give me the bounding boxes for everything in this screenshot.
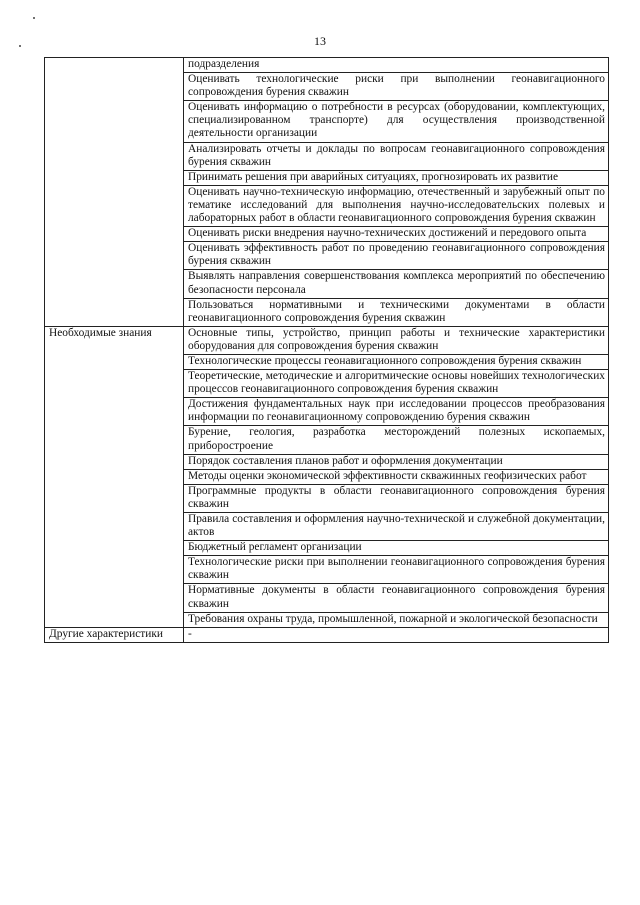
skill-item: Оценивать технологические риски при выполнении геонавигационного сопровождения бурения скважин xyxy=(184,73,609,101)
other-label: Другие характеристики xyxy=(45,627,184,642)
skills-label-cell xyxy=(45,58,184,327)
page-number: 13 xyxy=(314,34,326,48)
knowledge-item: Технологические процессы геонавигационного сопровождения бурения скважин xyxy=(184,354,609,369)
knowledge-item: Правила составления и оформления научно-технической и служебной документации, актов xyxy=(184,513,609,541)
table-row xyxy=(45,326,609,354)
knowledge-item: Теоретические, методические и алгоритмические основы новейших технологических процессов геонавигационного сопровождения бурения скважин xyxy=(184,370,609,398)
scan-speck xyxy=(33,17,35,19)
skill-item: подразделения xyxy=(184,58,609,73)
knowledge-item: Бурение, геология, разработка месторождений полезных ископаемых, приборостроение xyxy=(184,426,609,454)
knowledge-label: Необходимые знания xyxy=(45,326,184,627)
knowledge-item: Порядок составления планов работ и оформления документации xyxy=(184,454,609,469)
skill-item: Оценивать риски внедрения научно-технических достижений и передового опыта xyxy=(184,227,609,242)
table-row xyxy=(45,58,609,73)
knowledge-item: Технологические риски при выполнении геонавигационного сопровождения бурения скважин xyxy=(184,556,609,584)
knowledge-item: Методы оценки экономической эффективности скважинных геофизических работ xyxy=(184,469,609,484)
skill-item: Принимать решения при аварийных ситуациях, прогнозировать их развитие xyxy=(184,170,609,185)
other-value: - xyxy=(184,627,609,642)
skill-item: Оценивать информацию о потребности в ресурсах (оборудовании, комплектующих, специализированном транспорте) для осуществления производственной деятельности организации xyxy=(184,101,609,142)
skill-item: Оценивать научно-техническую информацию, отечественный и зарубежный опыт по тематике исследований для выполнения научно-исследовательских полевых и лабораторных работ в области геонавигационного сопровождения бурения скважин xyxy=(184,185,609,226)
knowledge-item: Программные продукты в области геонавигационного сопровождения бурения скважин xyxy=(184,484,609,512)
table-row xyxy=(45,627,609,642)
knowledge-item: Достижения фундаментальных наук при исследовании процессов преобразования информации по геонавигационному сопровождению бурения скважин xyxy=(184,398,609,426)
skill-item: Пользоваться нормативными и техническими документами в области геонавигационного сопровождения бурения скважин xyxy=(184,298,609,326)
knowledge-item: Основные типы, устройство, принцип работы и технические характеристики оборудования для сопровождения бурения скважин xyxy=(184,326,609,354)
knowledge-item: Бюджетный регламент организации xyxy=(184,541,609,556)
skill-item: Анализировать отчеты и доклады по вопросам геонавигационного сопровождения бурения скважин xyxy=(184,142,609,170)
skill-item: Оценивать эффективность работ по проведению геонавигационного сопровождения бурения скважин xyxy=(184,242,609,270)
skill-item: Выявлять направления совершенствования комплекса мероприятий по обеспечению безопасности персонала xyxy=(184,270,609,298)
knowledge-item: Нормативные документы в области геонавигационного сопровождения бурения скважин xyxy=(184,584,609,612)
requirements-table xyxy=(44,57,609,643)
knowledge-item: Требования охраны труда, промышленной, пожарной и экологической безопасности xyxy=(184,612,609,627)
